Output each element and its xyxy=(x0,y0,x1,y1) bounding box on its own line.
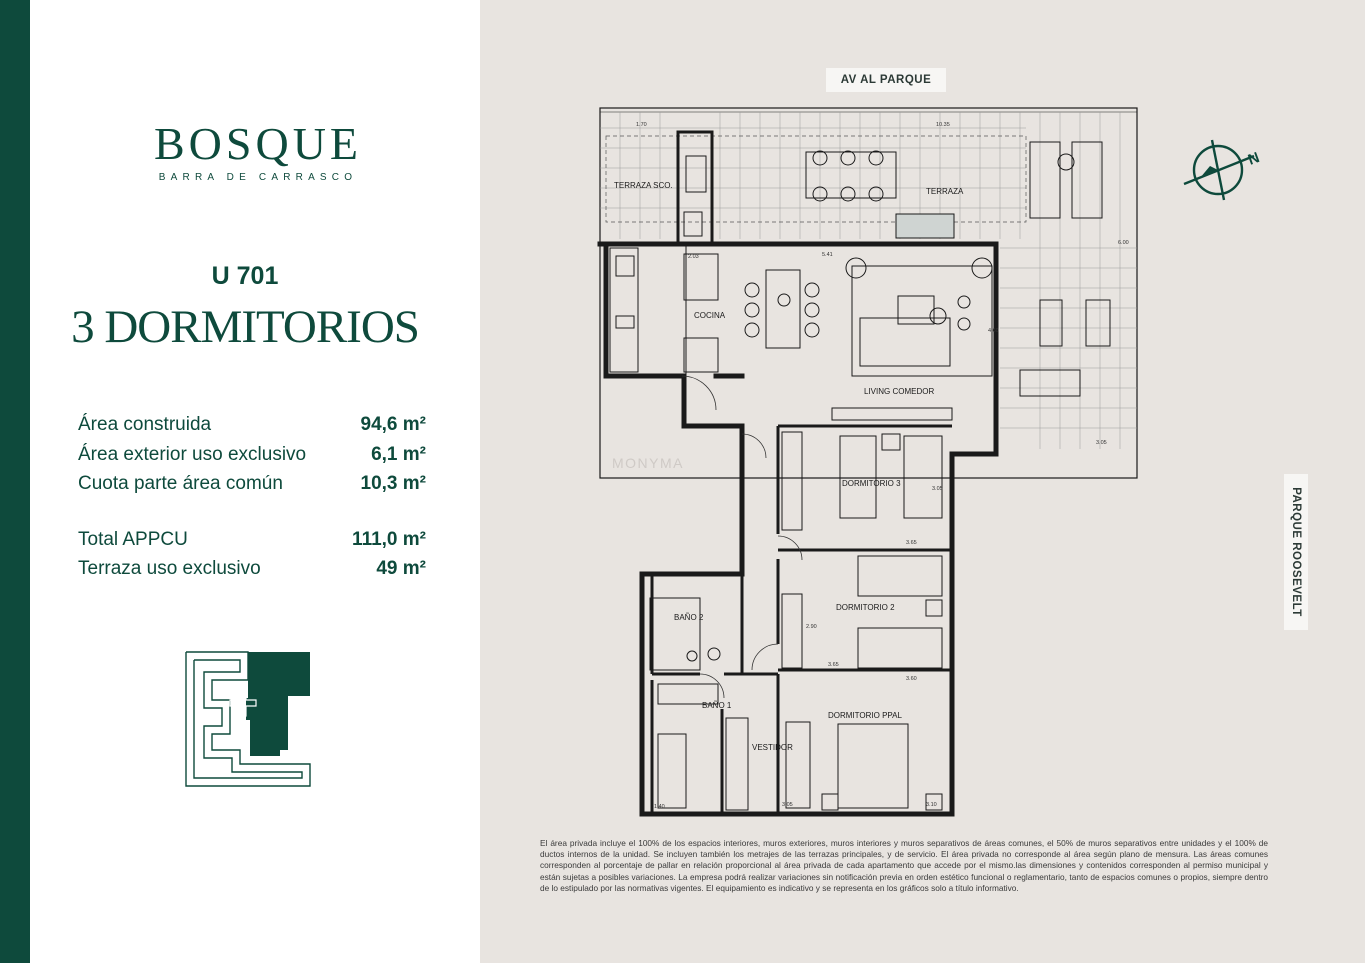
room-label-bano-2: BAÑO 2 xyxy=(674,613,704,622)
dimension-label: 3.05 xyxy=(1096,440,1107,446)
unit-code: U 701 xyxy=(211,262,279,290)
spec-row xyxy=(78,554,426,584)
dimension-label: 4.60 xyxy=(988,328,999,334)
room-label-bano-1: BAÑO 1 xyxy=(702,701,732,710)
brand-subtitle: BARRA DE CARRASCO xyxy=(158,172,358,183)
street-label-top: AV AL PARQUE xyxy=(826,68,946,92)
street-label-side xyxy=(1284,474,1308,630)
room-label-dormitorio-ppal: DORMITORIO PPAL xyxy=(828,711,902,720)
spec-row xyxy=(78,525,426,555)
dimension-label: 3.65 xyxy=(828,662,839,668)
spec-value: 94,6 m² xyxy=(360,414,426,435)
spec-row xyxy=(78,440,426,470)
room-label-living: LIVING COMEDOR xyxy=(864,387,935,396)
watermark-text: MONYMA xyxy=(612,455,684,471)
spec-label: Total APPCU xyxy=(78,528,188,550)
street-label-side-text: PARQUE ROOSEVELT xyxy=(1290,487,1302,617)
dimension-label: 2.90 xyxy=(806,624,817,630)
brand-logo xyxy=(118,118,398,183)
dimension-label: 3.65 xyxy=(906,540,917,546)
dimension-label: 6.00 xyxy=(1118,240,1129,246)
dimension-label: 5.41 xyxy=(822,252,833,258)
spec-row xyxy=(78,410,426,440)
room-label-dormitorio-3: DORMITORIO 3 xyxy=(842,479,901,488)
dimension-label: 3.05 xyxy=(932,486,943,492)
dimension-label: 1.70 xyxy=(636,122,647,128)
dimension-label: 1.40 xyxy=(654,804,665,810)
dimension-label: 10.35 xyxy=(936,122,950,128)
dimension-label: 2.03 xyxy=(688,254,699,260)
room-label-terraza-sco: TERRAZA SCO. xyxy=(614,181,673,190)
compass-north-letter: N xyxy=(1245,149,1262,169)
dimension-label: 3.60 xyxy=(906,676,917,682)
bedrooms-title: 3 DORMITORIOS xyxy=(71,301,419,353)
room-label-terraza: TERRAZA xyxy=(926,187,964,196)
spec-label: Terraza uso exclusivo xyxy=(78,558,261,579)
legal-disclaimer: El área privada incluye el 100% de los espacios interiores, muros exteriores, muros interiores y muros separativos de áreas comunes, el 50% de muros separativos entre unidades y el 100% de ductos internos de la unidad. Se incluyen también los metrajes de las terrazas principales, y de servicio. El área privada no corresponde al área según plano de mensura. Las áreas comunes corresponden al porcentaje de pallar en relación proporcional al área privada de cada apartamento que accede por el mismo.las dimensiones y contenidos corresponden al permiso municipal y están sujetas a posibles variaciones. La empresa podrá realizar variaciones sin notificación previa en orden estético funcional o reglamentario, tanto de espacios comunes o propios, siempre dentro de lo estipulado por las normativas vigentes. El equipamiento es indicativo y se representa en los gráficos solo a título informativo. xyxy=(540,838,1268,893)
brand-name: BOSQUE xyxy=(153,118,363,169)
dimension-label: 3.10 xyxy=(926,802,937,808)
room-label-cocina: COCINA xyxy=(694,311,726,320)
spec-divider-space xyxy=(78,499,426,525)
spec-label: Área construida xyxy=(78,414,212,435)
area-specs xyxy=(78,410,426,584)
spec-row xyxy=(78,469,426,499)
spec-value: 10,3 m² xyxy=(360,473,426,494)
spec-label: Cuota parte área común xyxy=(78,473,283,494)
spec-value: 49 m² xyxy=(376,558,426,579)
north-compass-icon xyxy=(1180,136,1270,206)
room-label-dormitorio-2: DORMITORIO 2 xyxy=(836,603,895,612)
brand-side-bar xyxy=(0,0,30,963)
spec-value: 111,0 m² xyxy=(352,528,426,550)
spec-value: 6,1 m² xyxy=(371,443,426,465)
building-key-plan xyxy=(184,650,314,790)
room-label-vestidor: VESTIDOR xyxy=(752,743,793,752)
dimension-label: 3.05 xyxy=(782,802,793,808)
spec-label: Área exterior uso exclusivo xyxy=(78,443,307,465)
